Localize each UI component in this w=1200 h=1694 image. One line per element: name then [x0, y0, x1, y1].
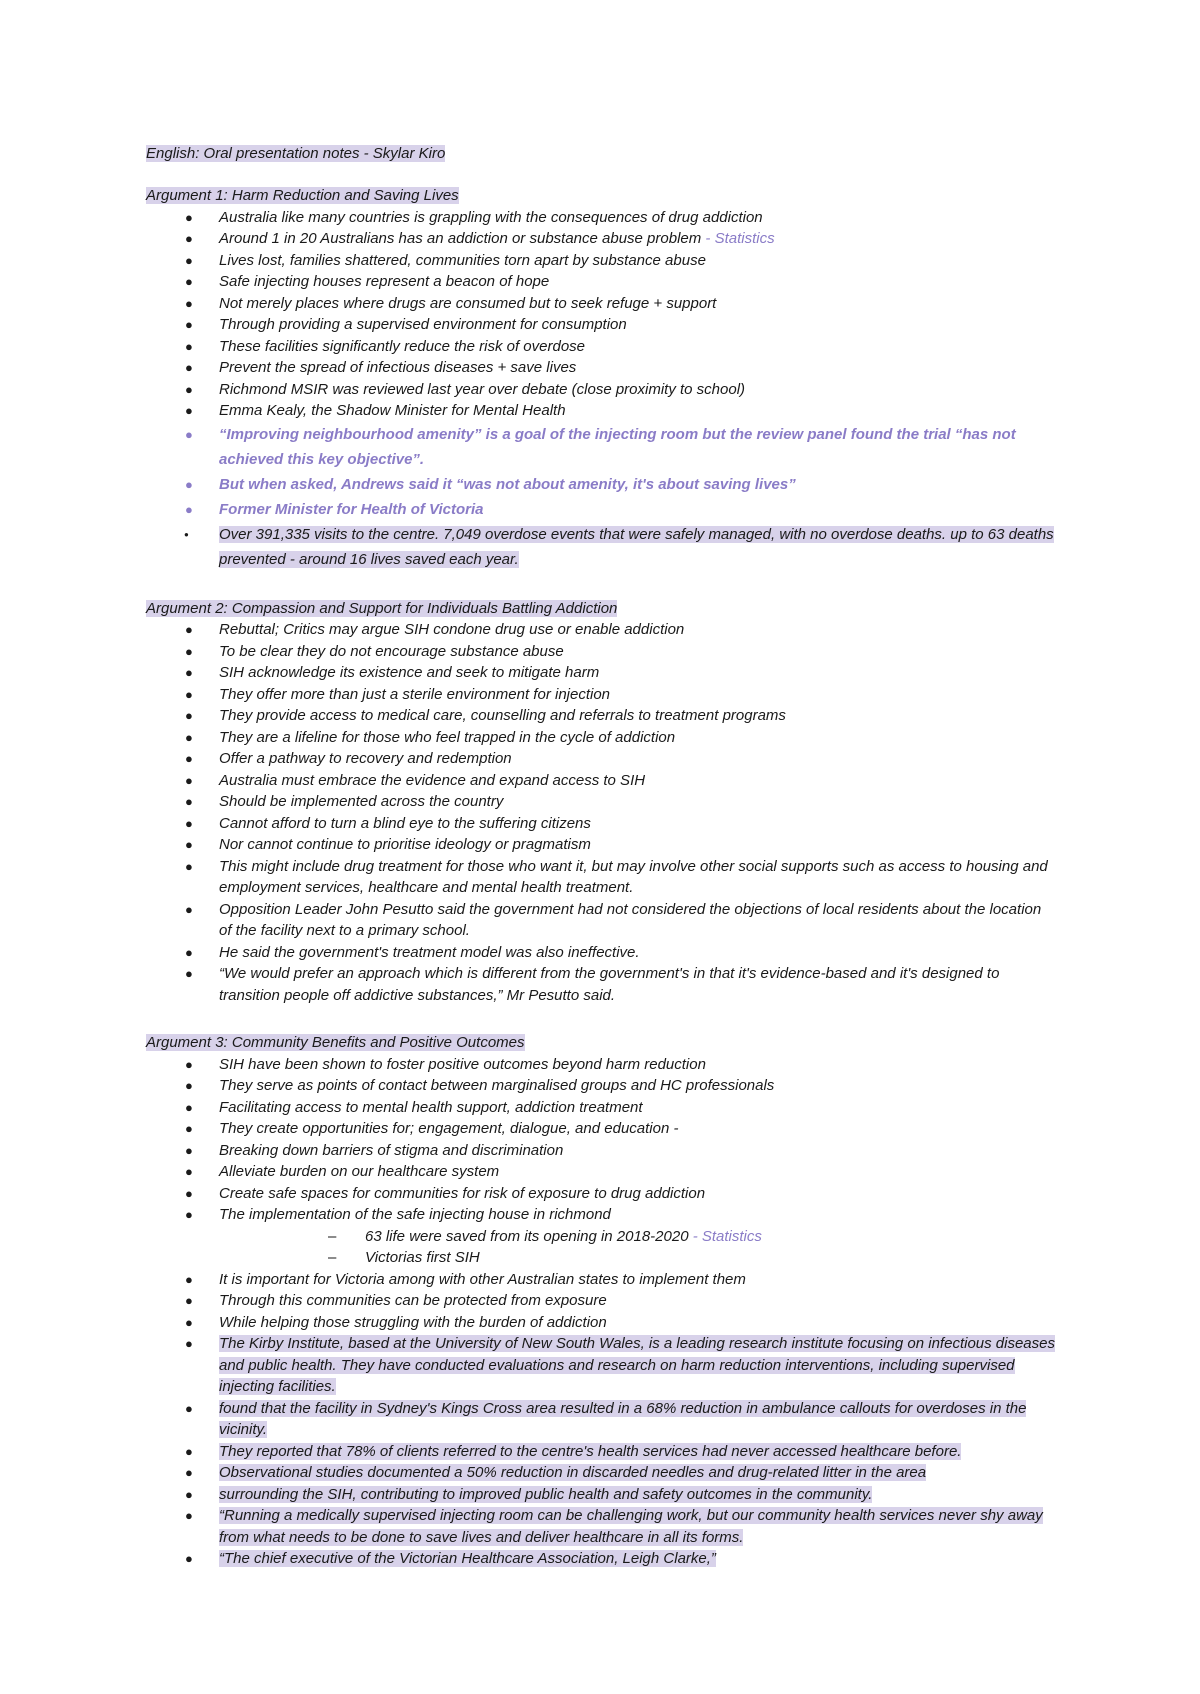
- document-content: [146, 143, 1056, 1596]
- list-item: [146, 1075, 1056, 1097]
- item-text: Safe injecting houses represent a beacon of hope: [219, 273, 550, 290]
- list-item: [146, 228, 1056, 250]
- list-item: [146, 293, 1056, 315]
- list-item: [146, 1054, 1056, 1076]
- argument-2-section: [146, 598, 1056, 1007]
- item-text: Opposition Leader John Pesutto said the government had not considered the objections of local residents about the location of the facility next to a primary school.: [219, 900, 1042, 939]
- item-text: Victorias first SIH: [365, 1249, 480, 1266]
- item-text: Alleviate burden on our healthcare system: [219, 1163, 500, 1180]
- bullet-icon: ●: [185, 231, 193, 246]
- item-text: Lives lost, families shattered, communities torn apart by substance abuse: [219, 251, 706, 269]
- bullet-icon: ●: [185, 1207, 193, 1222]
- list-item: [146, 422, 1056, 472]
- list-item: [146, 770, 1056, 792]
- item-text: 63 life were saved from its opening in 2018-2020: [365, 1227, 689, 1245]
- sub-list-item: [219, 1226, 1056, 1248]
- bullet-icon: ●: [185, 1443, 193, 1459]
- list-item: [146, 522, 1056, 572]
- bullet-icon: ●: [185, 1486, 193, 1502]
- bullet-icon: ●: [185, 837, 193, 852]
- bullet-icon: ●: [185, 295, 193, 311]
- list-item: [146, 727, 1056, 749]
- item-text: The Kirby Institute, based at the University of New South Wales, is a leading research institute focusing on infectious diseases and public health. They have conducted evaluations and research on harm reduction interventions, including supervised injecting facilities.: [219, 1335, 1055, 1395]
- item-text: They serve as points of contact between marginalised groups and HC professionals: [219, 1077, 775, 1094]
- item-text: surrounding the SIH, contributing to improved public health and safety outcomes in the community.: [219, 1485, 873, 1503]
- bullet-icon: ●: [185, 1185, 193, 1201]
- item-text: Should be implemented across the country: [219, 793, 504, 810]
- argument-1-heading: [146, 185, 1056, 207]
- bullet-icon: ●: [185, 1078, 193, 1093]
- bullet-icon: ●: [185, 209, 193, 225]
- item-text: Offer a pathway to recovery and redemption: [219, 750, 512, 767]
- bullet-icon: ●: [185, 426, 193, 442]
- list-item: [146, 899, 1056, 942]
- bullet-icon: ●: [185, 665, 193, 680]
- list-item: [146, 207, 1056, 229]
- item-text: “Running a medically supervised injecting room can be challenging work, but our community health services never shy away from what needs to be done to save lives and deliver healthcare in all its forms.: [219, 1507, 1043, 1546]
- argument-1-section: [146, 185, 1056, 572]
- item-text: SIH have been shown to foster positive outcomes beyond harm reduction: [219, 1055, 706, 1073]
- item-text: Cannot afford to turn a blind eye to the suffering citizens: [219, 814, 591, 832]
- item-text: These facilities significantly reduce the risk of overdose: [219, 337, 586, 355]
- item-text: SIH acknowledge its existence and seek to mitigate harm: [219, 664, 600, 681]
- list-item: [146, 1333, 1056, 1398]
- item-text: Australia like many countries is grappling with the consequences of drug addiction: [219, 208, 763, 226]
- bullet-icon: ●: [185, 1465, 193, 1480]
- item-text: Australia must embrace the evidence and expand access to SIH: [219, 771, 646, 789]
- bullet-icon: ●: [185, 729, 193, 745]
- item-text: Richmond MSIR was reviewed last year over debate (close proximity to school): [219, 380, 746, 398]
- list-item: [146, 1161, 1056, 1183]
- list-item: [146, 1204, 1056, 1269]
- item-text: This might include drug treatment for those who want it, but may involve other social supports such as access to housing and employment services, healthcare and mental health treatment.: [219, 857, 1048, 896]
- bullet-icon: ●: [185, 966, 193, 981]
- bullet-icon: ●: [185, 622, 193, 637]
- list-item: [146, 705, 1056, 727]
- bullet-icon: ●: [185, 1336, 193, 1351]
- item-text: They create opportunities for; engagement, dialogue, and education -: [219, 1120, 679, 1137]
- list-item: [146, 400, 1056, 422]
- bullet-icon: ●: [185, 1099, 193, 1115]
- bullet-icon: ●: [185, 708, 193, 723]
- bullet-icon: ●: [185, 1400, 193, 1416]
- bullet-icon: ●: [185, 274, 193, 289]
- item-text: The implementation of the safe injecting house in richmond: [219, 1206, 611, 1223]
- item-text: Around 1 in 20 Australians has an addiction or substance abuse problem: [219, 230, 702, 247]
- list-item: [146, 813, 1056, 835]
- list-item: [146, 1183, 1056, 1205]
- bullet-icon: ●: [184, 529, 189, 539]
- item-text: It is important for Victoria among with other Australian states to implement them: [219, 1270, 746, 1288]
- item-text: Through this communities can be protected from exposure: [219, 1292, 607, 1309]
- list-item: [146, 1097, 1056, 1119]
- item-text: Emma Kealy, the Shadow Minister for Mental Health: [219, 402, 566, 419]
- statistics-label: - Statistics: [701, 230, 775, 247]
- bullet-icon: ●: [185, 1293, 193, 1308]
- argument-3-heading: [146, 1032, 1056, 1054]
- list-item: [146, 1462, 1056, 1484]
- list-item: [146, 271, 1056, 293]
- bullet-icon: ●: [185, 338, 193, 354]
- list-item: [146, 1441, 1056, 1463]
- item-text: He said the government's treatment model was also ineffective.: [219, 943, 640, 961]
- list-item: [146, 357, 1056, 379]
- item-text: Observational studies documented a 50% reduction in discarded needles and drug-related litter in the area: [219, 1464, 927, 1481]
- list-item: [146, 1398, 1056, 1441]
- bullet-icon: ●: [185, 1142, 193, 1158]
- bullet-icon: ●: [185, 1314, 193, 1330]
- bullet-icon: ●: [185, 858, 193, 874]
- list-item: [146, 856, 1056, 899]
- list-item: [146, 1269, 1056, 1291]
- item-text: Breaking down barriers of stigma and discrimination: [219, 1141, 564, 1159]
- list-item: [146, 1118, 1056, 1140]
- sub-list: [219, 1226, 1056, 1269]
- bullet-icon: ●: [185, 815, 193, 831]
- list-item: [146, 791, 1056, 813]
- list-item: [146, 314, 1056, 336]
- bullet-icon: ●: [185, 1508, 193, 1523]
- argument-2-heading: [146, 598, 1056, 620]
- bullet-icon: ●: [185, 901, 193, 917]
- bullet-icon: ●: [185, 317, 193, 332]
- list-item: [146, 1548, 1056, 1570]
- item-text: While helping those struggling with the burden of addiction: [219, 1313, 607, 1331]
- bullet-icon: ●: [185, 794, 193, 809]
- bullet-icon: ●: [185, 686, 193, 702]
- list-item: [146, 1140, 1056, 1162]
- item-text: Former Minister for Health of Victoria: [219, 500, 484, 518]
- item-text: “We would prefer an approach which is different from the government's in that it's evidence-based and it's designed to transition people off addictive substances,” Mr Pesutto said.: [219, 965, 1000, 1004]
- bullet-icon: ●: [185, 501, 193, 517]
- argument-3-section: [146, 1032, 1056, 1570]
- list-item: [146, 379, 1056, 401]
- item-text: Prevent the spread of infectious diseases + save lives: [219, 359, 577, 376]
- dash-icon: –: [328, 1249, 337, 1266]
- bullet-icon: ●: [185, 1271, 193, 1287]
- item-text: Facilitating access to mental health support, addiction treatment: [219, 1098, 643, 1116]
- item-text: But when asked, Andrews said it “was not about amenity, it's about saving lives”: [219, 475, 796, 493]
- bullet-icon: ●: [185, 1164, 193, 1179]
- argument-2-list: [146, 619, 1056, 1006]
- list-item: [146, 684, 1056, 706]
- list-item: [146, 472, 1056, 497]
- item-text: Not merely places where drugs are consumed but to seek refuge + support: [219, 294, 717, 312]
- argument-3-heading-text: Argument 3: Community Benefits and Positive Outcomes: [146, 1034, 525, 1051]
- list-item: [146, 963, 1056, 1006]
- list-item: [146, 1312, 1056, 1334]
- title-text: English: Oral presentation notes - Skylar Kiro: [146, 145, 446, 162]
- item-text: “The chief executive of the Victorian Healthcare Association, Leigh Clarke,”: [219, 1550, 716, 1567]
- bullet-icon: ●: [185, 751, 193, 766]
- list-item: [146, 662, 1056, 684]
- bullet-icon: ●: [185, 1121, 193, 1136]
- list-item: [146, 748, 1056, 770]
- list-item: [146, 1505, 1056, 1548]
- argument-1-list: [146, 207, 1056, 572]
- statistics-label: - Statistics: [688, 1227, 762, 1245]
- item-text: They reported that 78% of clients referred to the centre's health services had never accessed healthcare before.: [219, 1442, 962, 1460]
- item-text: “Improving neighbourhood amenity” is a goal of the injecting room but the review panel found the trial “has not achieved this key objective”.: [219, 425, 1016, 468]
- item-text: Nor cannot continue to prioritise ideology or pragmatism: [219, 836, 591, 853]
- argument-2-heading-text: Argument 2: Compassion and Support for Individuals Battling Addiction: [146, 599, 618, 617]
- list-item: [146, 834, 1056, 856]
- bullet-icon: ●: [185, 252, 193, 268]
- item-text: They offer more than just a sterile environment for injection: [219, 685, 611, 703]
- list-item: [146, 1484, 1056, 1506]
- item-text: Through providing a supervised environment for consumption: [219, 316, 627, 333]
- list-item: [146, 336, 1056, 358]
- list-item: [146, 641, 1056, 663]
- item-text: They provide access to medical care, counselling and referrals to treatment programs: [219, 707, 786, 724]
- list-item: [146, 1290, 1056, 1312]
- list-item: [146, 942, 1056, 964]
- bullet-icon: ●: [185, 1056, 193, 1072]
- list-item: [146, 497, 1056, 522]
- item-text: To be clear they do not encourage substance abuse: [219, 642, 564, 660]
- bullet-icon: ●: [185, 381, 193, 397]
- bullet-icon: ●: [185, 944, 193, 960]
- bullet-icon: ●: [185, 360, 193, 375]
- argument-1-heading-text: Argument 1: Harm Reduction and Saving Lives: [146, 187, 459, 204]
- item-text: Rebuttal; Critics may argue SIH condone drug use or enable addiction: [219, 621, 685, 638]
- dash-icon: –: [328, 1227, 337, 1245]
- bullet-icon: ●: [185, 403, 193, 418]
- sub-list-item: [219, 1247, 1056, 1269]
- bullet-icon: ●: [185, 1551, 193, 1566]
- bullet-icon: ●: [185, 476, 193, 492]
- item-text: found that the facility in Sydney's Kings Cross area resulted in a 68% reduction in ambulance callouts for overdoses in the vicinity.: [219, 1399, 1027, 1438]
- item-text: They are a lifeline for those who feel trapped in the cycle of addiction: [219, 728, 676, 746]
- bullet-icon: ●: [185, 772, 193, 788]
- list-item: [146, 619, 1056, 641]
- bullet-icon: ●: [185, 643, 193, 659]
- item-text: Create safe spaces for communities for risk of exposure to drug addiction: [219, 1184, 706, 1202]
- item-text: Over 391,335 visits to the centre. 7,049 overdose events that were safely managed, with no overdose deaths. up to 63 deaths prevented - around 16 lives saved each year.: [219, 525, 1054, 568]
- argument-3-list: [146, 1054, 1056, 1570]
- list-item: [146, 250, 1056, 272]
- document-title: [146, 143, 1056, 165]
